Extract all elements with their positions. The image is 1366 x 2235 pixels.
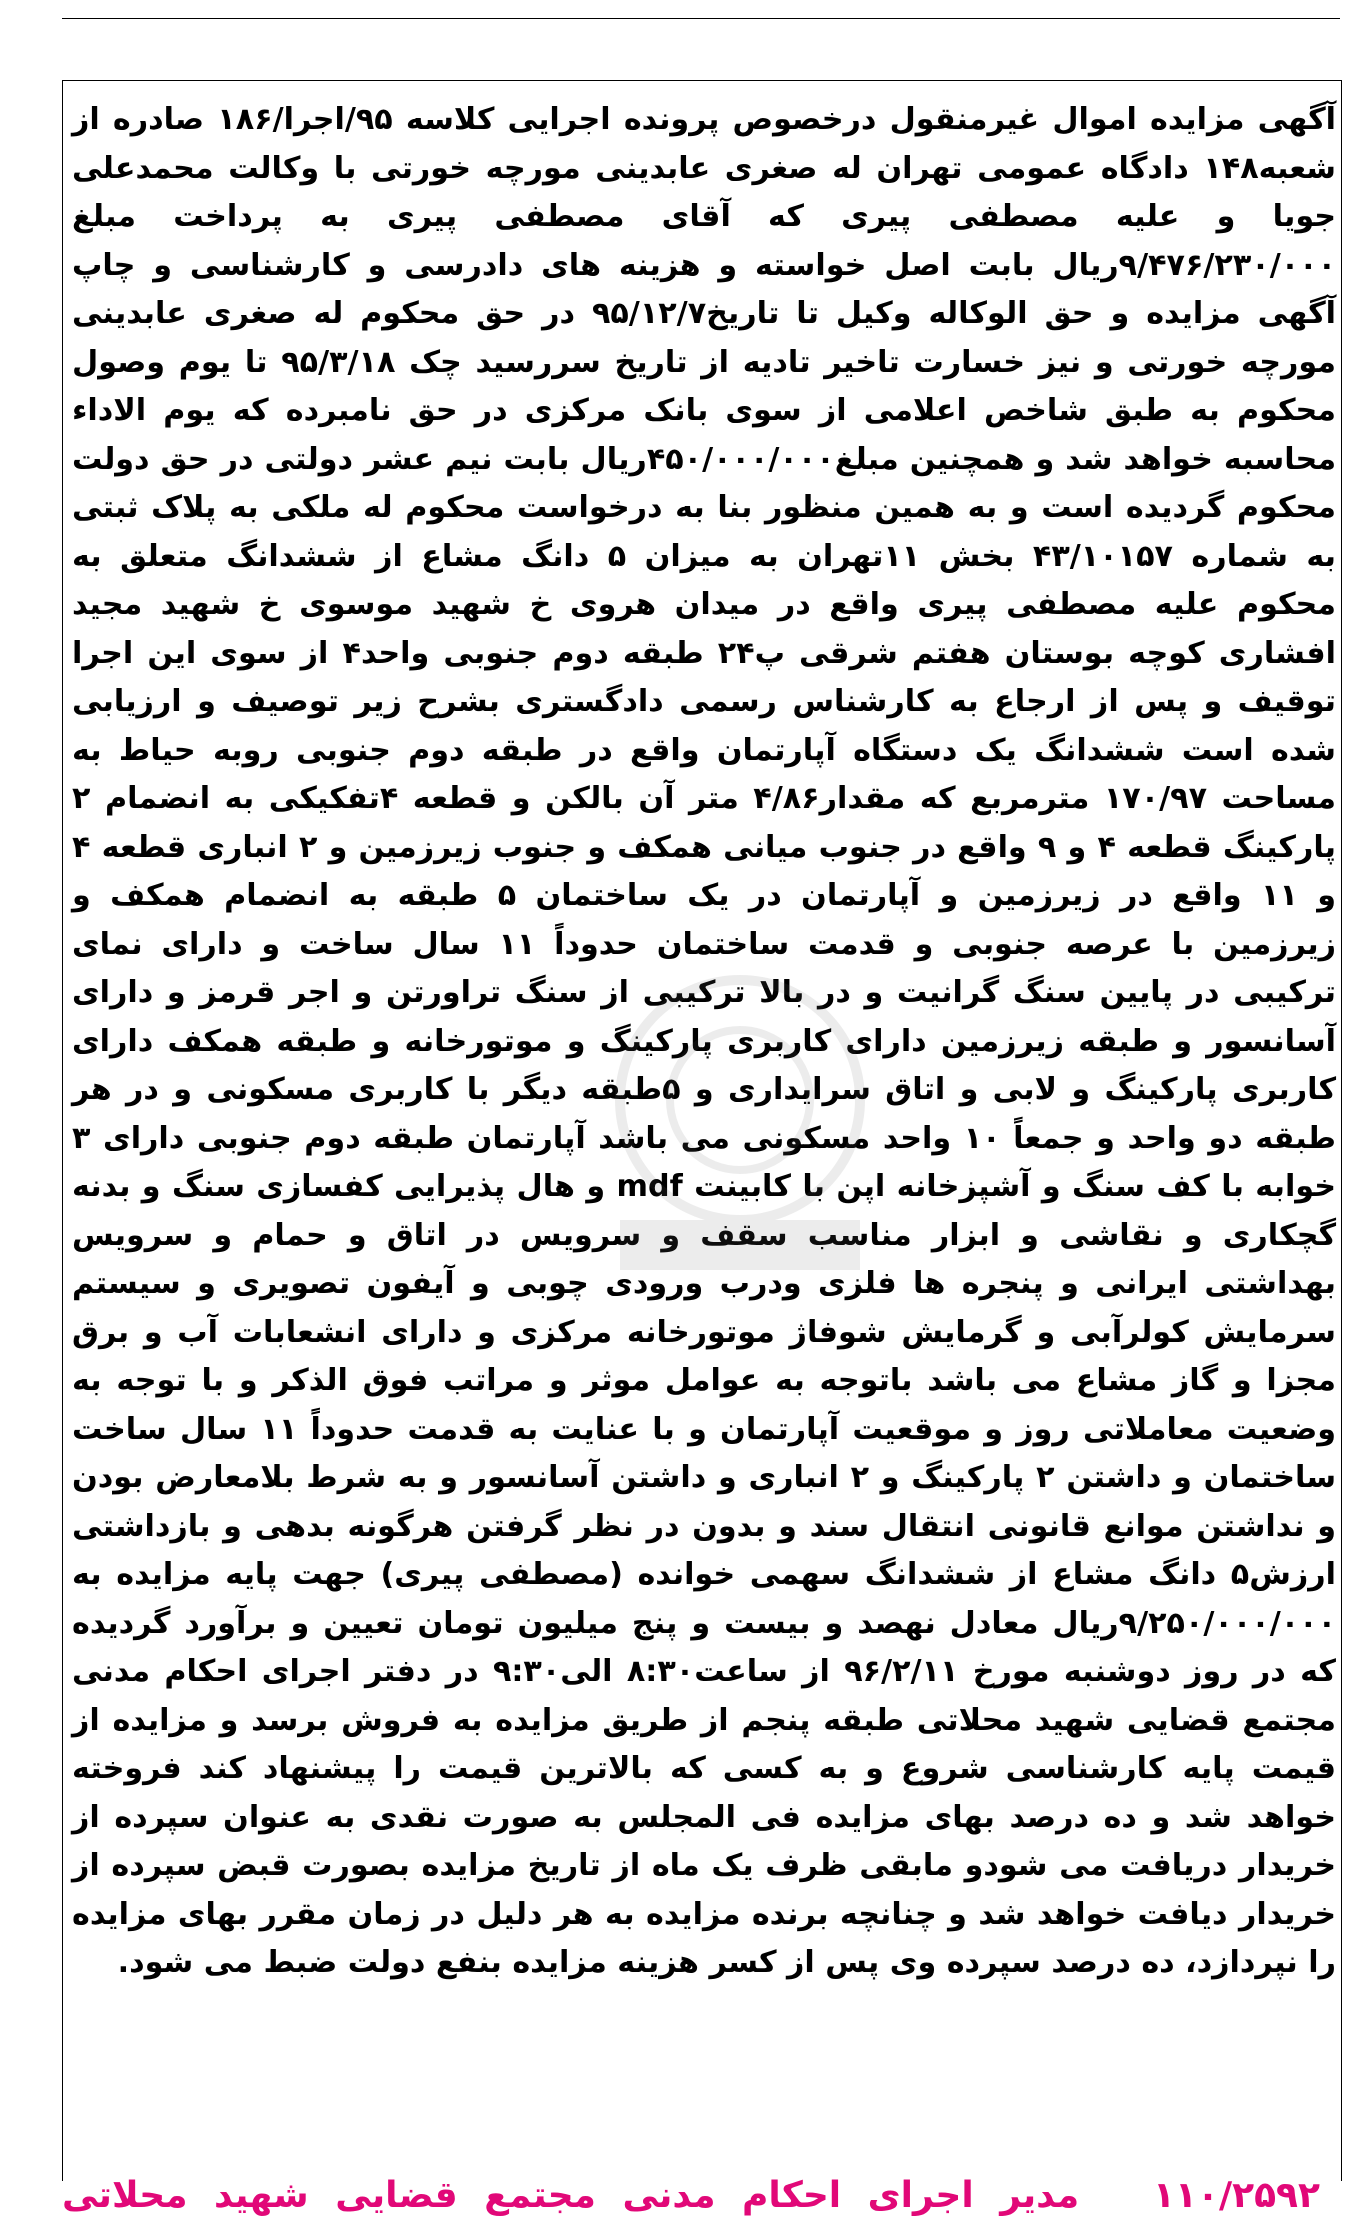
ad-code: ۱۱۰/۲۵۹۲	[1153, 2175, 1320, 2216]
auction-notice-text: آگهی مزایده اموال غیرمنقول درخصوص پرونده اجرایی کلاسه ۹۵/اجرا/۱۸۶ صادره از شعبه۱۴۸ دادگاه عمومی تهران له صغری عابدینی مورچه خورتی با وکالت محمدعلی جویا و علیه مصطفی پیری که آقای مصطفی پیری به پرداخت مبلغ ۹/۴۷۶/۲۳۰/۰۰۰ریال بابت اصل خواسته و هزینه های دادرسی و کارشناسی و چاپ آگهی مزایده و حق الوکاله وکیل تا تاریخ۹۵/۱۲/۷ در حق محکوم له صغری عابدینی مورچه خورتی و نیز خسارت تاخیر تادیه از تاریخ سررسید چک ۹۵/۳/۱۸ تا یوم وصول محکوم به طبق شاخص اعلامی از سوی بانک مرکزی در حق نامبرده که یوم الاداء محاسبه خواهد شد و همچنین مبلغ۴۵۰/۰۰۰/۰۰۰ریال بابت نیم عشر دولتی در حق دولت محکوم گردیده است و به همین منظور بنا به درخواست محکوم له ملکی به پلاک ثبتی به شماره ۴۳/۱۰۱۵۷ بخش ۱۱تهران به میزان ۵ دانگ مشاع از ششدانگ متعلق به محکوم علیه مصطفی پیری واقع در میدان هروی خ شهید موسوی خ شهید مجید افشاری کوچه بوستان هفتم شرقی پ۲۴ طبقه دوم جنوبی واحد۴ از سوی این اجرا توقیف و پس از ارجاع به کارشناس رسمی دادگستری بشرح زیر توصیف و ارزیابی شده است ششدانگ یک دستگاه آپارتمان واقع در طبقه دوم جنوبی روبه حیاط به مساحت ۱۷۰/۹۷ مترمربع که مقدار۴/۸۶ متر آن بالکن و قطعه ۴تفکیکی به انضمام ۲ پارکینگ قطعه ۴ و ۹ واقع در جنوب میانی همکف و جنوب زیرزمین و ۲ انباری قطعه ۴ و ۱۱ واقع در زیرزمین و آپارتمان در یک ساختمان ۵ طبقه به انضمام همکف و زیرزمین با عرصه جنوبی و قدمت ساختمان حدوداً ۱۱ سال ساخت و دارای نمای ترکیبی در پایین سنگ گرانیت و در بالا ترکیبی از سنگ تراورتن و اجر قرمز و دارای آسانسور و طبقه زیرزمین دارای کاربری پارکینگ و موتورخانه و طبقه همکف دارای کاربری پارکینگ و لابی و اتاق سرایداری و ۵طبقه دیگر با کاربری مسکونی و در هر طبقه دو واحد و جمعاً ۱۰ واحد مسکونی می باشد آپارتمان طبقه دوم جنوبی دارای ۳ خوابه با کف سنگ و آشپزخانه اپن با کابینت mdf و هال پذیرایی کفسازی سنگ و بدنه گچکاری و نقاشی و ابزار مناسب سقف و سرویس در اتاق و حمام و سرویس بهداشتی ایرانی و پنجره ها فلزی ودرب ورودی چوبی و آیفون تصویری و سیستم سرمایش کولرآبی و گرمایش شوفاژ موتورخانه مرکزی و دارای انشعابات آب و برق مجزا و گاز مشاع می باشد باتوجه به عوامل موثر و مراتب فوق الذکر و با توجه به وضعیت معاملاتی روز و موقعیت آپارتمان و با عنایت به قدمت حدوداً ۱۱ سال ساخت ساختمان و داشتن ۲ پارکینگ و ۲ انباری و داشتن آسانسور و به شرط بلامعارض بودن و نداشتن موانع قانونی انتقال سند و بدون در نظر گرفتن هرگونه بدهی و بازداشتی ارزش۵ دانگ مشاع از ششدانگ سهمی خوانده (مصطفی پیری) جهت پایه مزایده به ۹/۲۵۰/۰۰۰/۰۰۰ریال معادل نهصد و بیست و پنج میلیون تومان تعیین و برآورد گردیده که در روز دوشنبه مورخ ۹۶/۲/۱۱ از ساعت۸:۳۰ الی۹:۳۰ در دفتر اجرای احکام مدنی مجتمع قضایی شهید محلاتی طبقه پنجم از طریق مزایده به فروش برسد و مزایده از قیمت پایه کارشناسی شروع و به کسی که بالاترین قیمت را پیشنهاد کند فروخته خواهد شد و ده درصد بهای مزایده فی المجلس به صورت نقدی به عنوان سپرده از خریدار دریافت می شودو مابقی ظرف یک ماه از تاریخ مزایده بصورت قبض سپرده از خریدار دیافت خواهد شد و چنانچه برنده مزایده به هر دلیل در زمان مقرر بهای مزایده را نپردازد، ده درصد سپرده وی پس از کسر هزینه مزایده بنفع دولت ضبط می شود.	[72, 102, 1337, 1980]
signature-title: مدیر اجرای احکام مدنی مجتمع قضایی شهید محلاتی	[62, 2175, 1080, 2216]
signature-block	[62, 2168, 1340, 2228]
top-divider	[62, 18, 1340, 19]
